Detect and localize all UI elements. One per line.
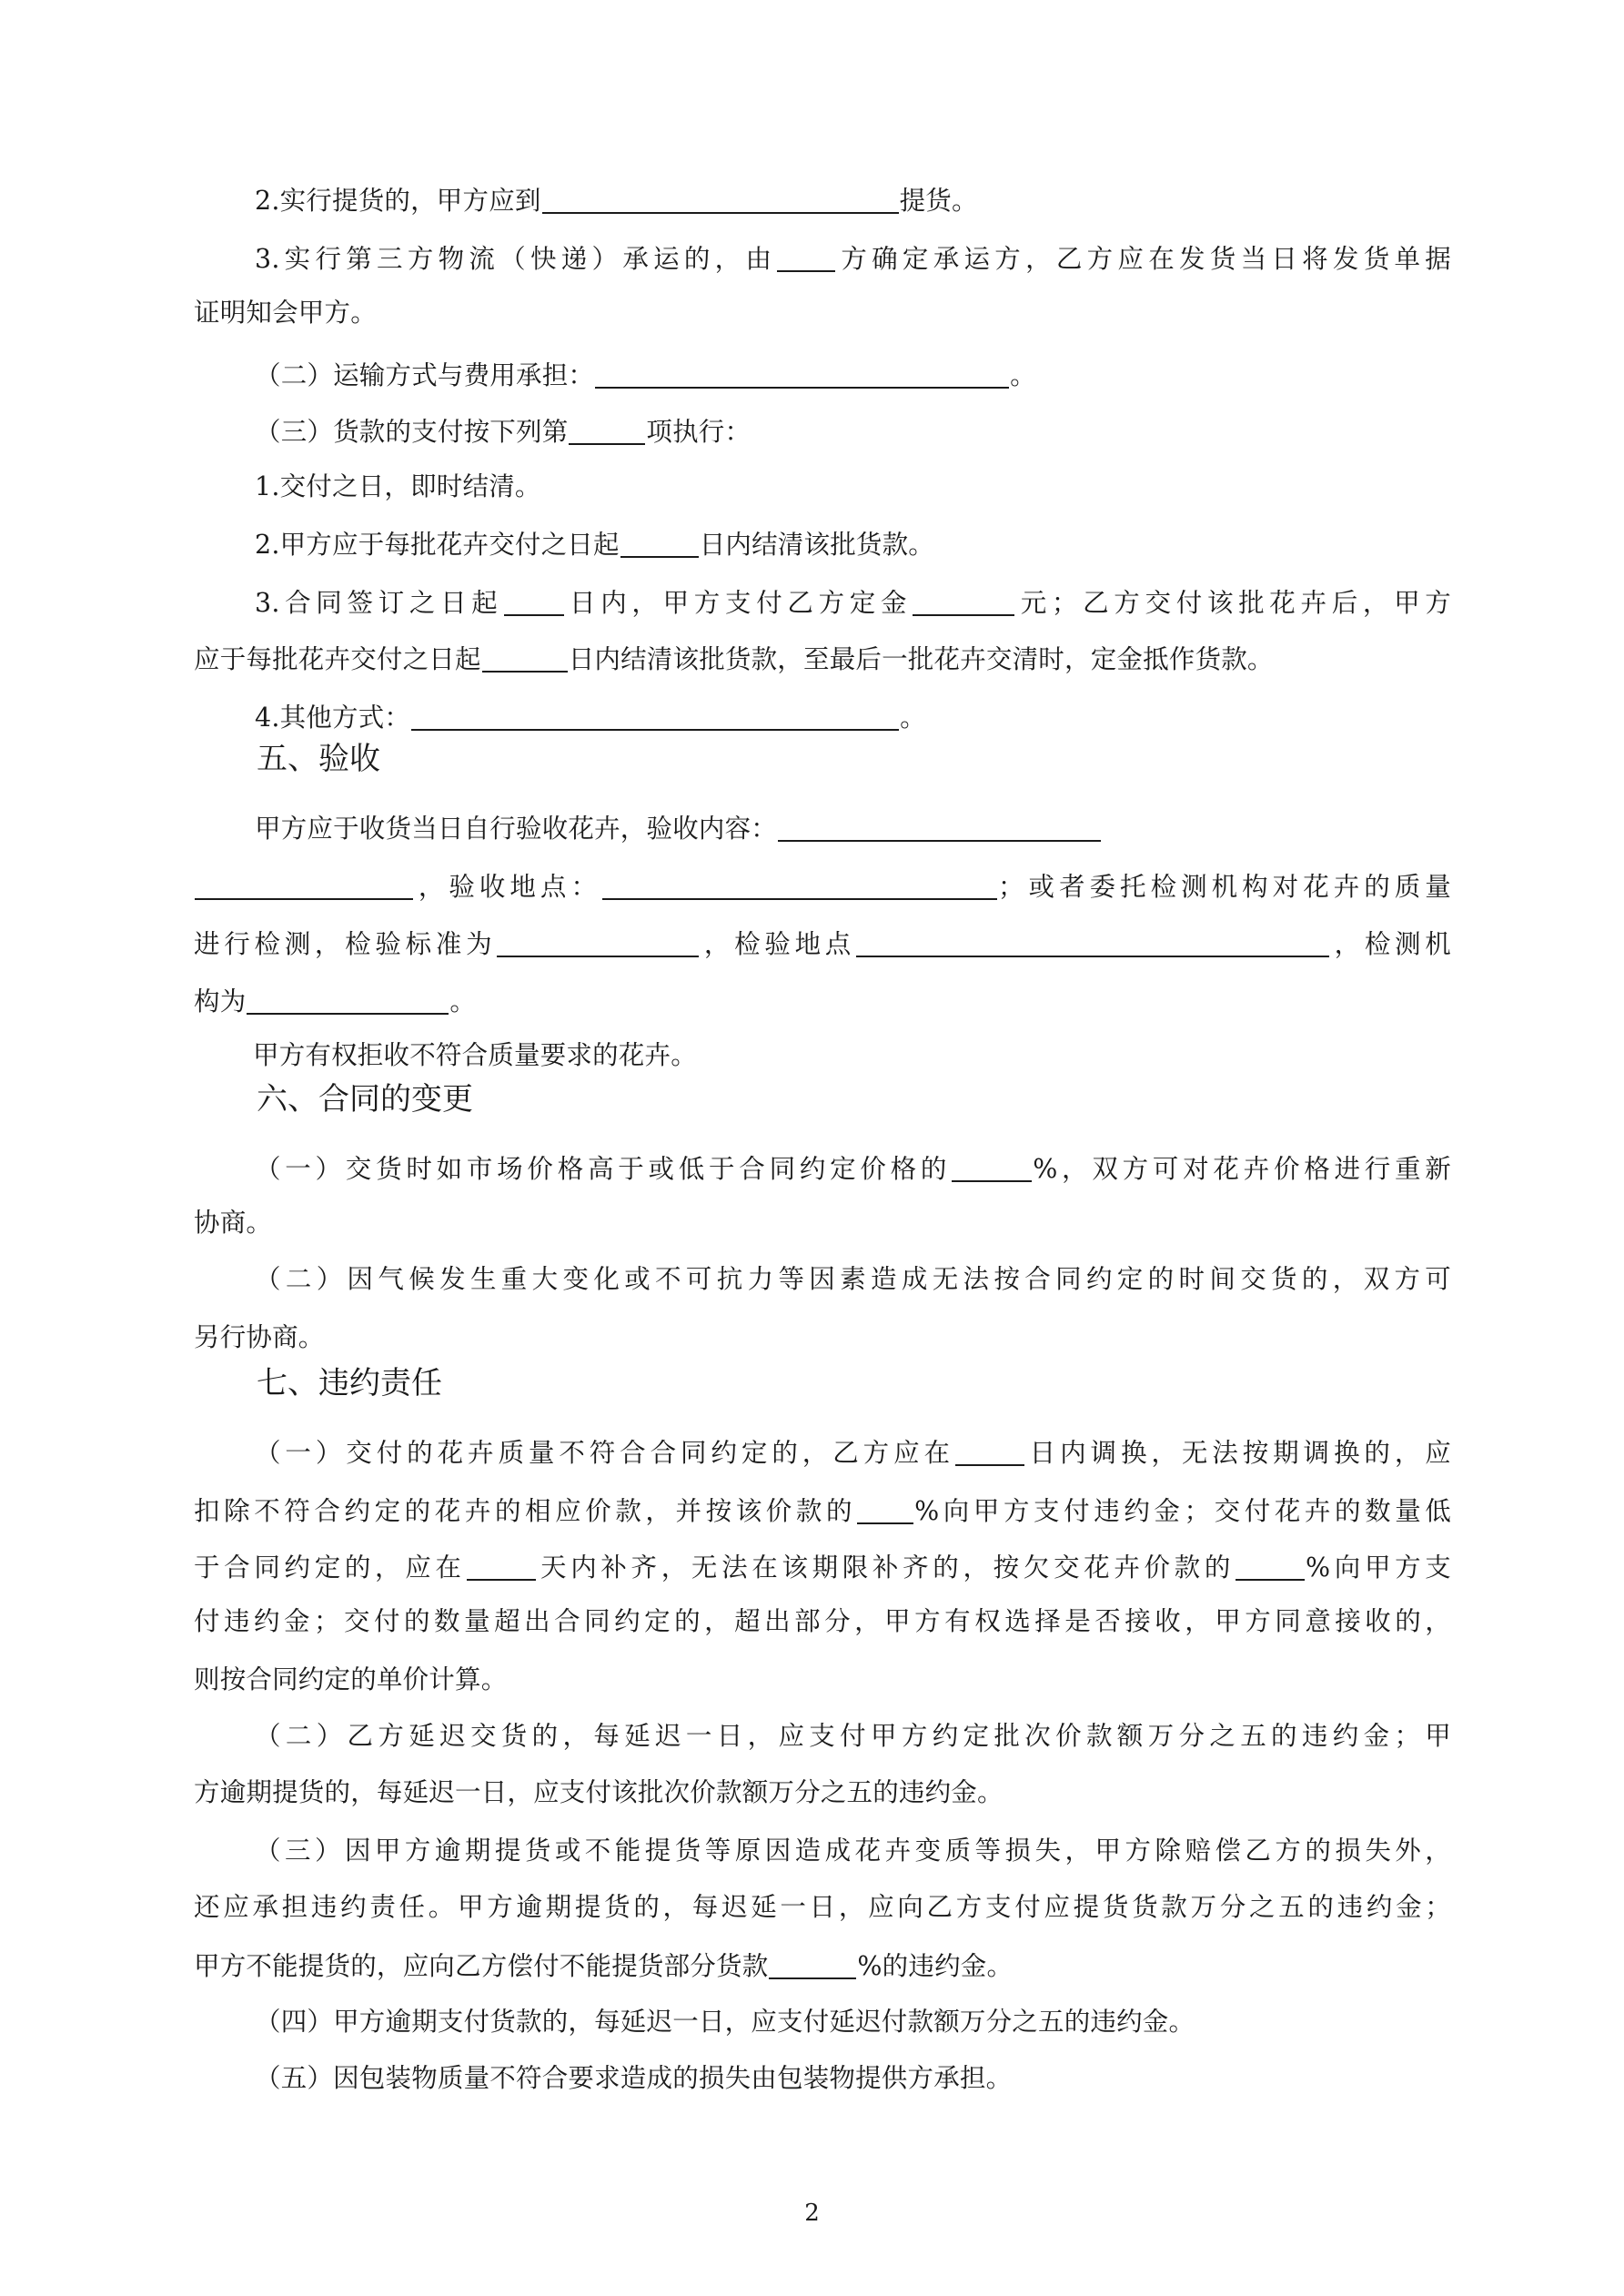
blank-field[interactable] <box>195 871 413 900</box>
blank-field[interactable] <box>411 702 899 731</box>
text-segment: 日内结清该批货款。 <box>699 530 935 560</box>
text-line <box>255 180 1451 219</box>
text-line: 证明知会甲方。 <box>194 298 377 328</box>
text-line: （三）因甲方逾期提货或不能提货等原因造成花卉变质等损失，甲方除赔偿乙方的损失外， <box>255 1836 1451 1866</box>
section-heading: 五、验收 <box>257 741 380 777</box>
text-segment: （二）运输方式与费用承担： <box>255 360 595 390</box>
text-line <box>194 981 1451 1020</box>
text-segment: 日内结清该批货款，至最后一批花卉交清时，定金抵作货款。 <box>568 644 1274 674</box>
text-segment: ，检测机 <box>1330 929 1451 959</box>
text-line: 付违约金；交付的数量超出合同约定的，超出部分，甲方有权选择是否接收，甲方同意接收的， <box>194 1606 1451 1636</box>
text-line <box>194 924 1451 963</box>
text-segment: %向甲方支付违约金；交付花卉的数量低 <box>914 1496 1451 1526</box>
text-segment: 应于每批花卉交付之日起 <box>194 644 481 674</box>
text-line <box>255 1432 1451 1472</box>
text-segment: ，检验地点 <box>700 929 856 959</box>
blank-field[interactable] <box>769 1950 856 1979</box>
text-line: （五）因包装物质量不符合要求造成的损失由包装物提供方承担。 <box>255 2063 1013 2093</box>
text-segment: （三）货款的支付按下列第 <box>255 417 569 447</box>
text-line <box>194 639 1451 678</box>
blank-field[interactable] <box>857 1495 913 1524</box>
text-segment: 日内，甲方支付乙方定金 <box>564 588 913 618</box>
text-line: （四）甲方逾期支付货款的，每延迟一日，应支付延迟付款额万分之五的违约金。 <box>255 2007 1195 2037</box>
text-line: （二）因气候发生重大变化或不可抗力等因素造成无法按合同约定的时间交货的，双方可 <box>255 1264 1451 1294</box>
blank-field[interactable] <box>504 587 564 616</box>
text-segment: ，验收地点： <box>414 872 601 902</box>
text-line: 甲方有权拒收不符合质量要求的花卉。 <box>253 1040 697 1070</box>
text-segment: 扣除不符合约定的花卉的相应价款，并按该价款的 <box>194 1496 857 1526</box>
blank-field[interactable] <box>913 587 1014 616</box>
text-line: 还应承担违约责任。甲方逾期提货的，每迟延一日，应向乙方支付应提货货款万分之五的违约金； <box>194 1892 1451 1922</box>
text-line: 方逾期提货的，每延迟一日，应支付该批次价款额万分之五的违约金。 <box>194 1777 1004 1807</box>
text-segment: 于合同约定的，应在 <box>194 1553 466 1583</box>
text-segment: 日内调换，无法按期调换的，应 <box>1024 1438 1451 1468</box>
text-segment: 甲方不能提货的，应向乙方偿付不能提货部分货款 <box>194 1951 769 1981</box>
text-line <box>255 1148 1451 1188</box>
text-segment: 3.实行第三方物流（快递）承运的，由 <box>255 244 777 274</box>
text-segment: %，双方可对花卉价格进行重新 <box>1033 1154 1451 1184</box>
text-line <box>255 808 1451 847</box>
blank-field[interactable] <box>777 243 835 272</box>
blank-field[interactable] <box>778 813 1101 842</box>
text-segment: 4.其他方式： <box>255 703 411 733</box>
text-line <box>255 355 1451 394</box>
text-segment: 方确定承运方，乙方应在发货当日将发货单据 <box>836 244 1451 274</box>
text-line <box>194 866 1451 905</box>
section-heading: 六、合同的变更 <box>257 1081 473 1118</box>
text-line <box>255 411 1451 450</box>
text-segment: 提货。 <box>899 186 978 216</box>
blank-field[interactable] <box>467 1552 536 1581</box>
text-segment: %的违约金。 <box>857 1951 1014 1981</box>
blank-field[interactable] <box>542 185 899 214</box>
text-segment: （一）交付的花卉质量不符合合同约定的，乙方应在 <box>255 1438 954 1468</box>
blank-field[interactable] <box>497 928 699 957</box>
blank-field[interactable] <box>955 1437 1024 1466</box>
blank-field[interactable] <box>569 416 645 445</box>
text-segment: （一）交货时如市场价格高于或低于合同约定价格的 <box>255 1154 952 1184</box>
text-segment: 2.实行提货的，甲方应到 <box>255 186 541 216</box>
text-segment: 2.甲方应于每批花卉交付之日起 <box>255 530 620 560</box>
text-segment: 元；乙方交付该批花卉后，甲方 <box>1015 588 1451 618</box>
text-line <box>255 582 1451 622</box>
text-line <box>255 524 1451 563</box>
blank-field[interactable] <box>620 529 699 558</box>
blank-field[interactable] <box>1236 1552 1305 1581</box>
text-line: （二）乙方延迟交货的，每延迟一日，应支付甲方约定批次价款额万分之五的违约金；甲 <box>255 1721 1451 1751</box>
text-segment: 甲方应于收货当日自行验收花卉，验收内容： <box>255 814 778 844</box>
text-line <box>194 1946 1451 1985</box>
text-segment: 。 <box>900 703 926 733</box>
text-line <box>194 1547 1451 1586</box>
blank-field[interactable] <box>602 871 997 900</box>
text-segment: 天内补齐，无法在该期限补齐的，按欠交花卉价款的 <box>536 1553 1236 1583</box>
text-line: 则按合同约定的单价计算。 <box>194 1664 508 1694</box>
text-segment: 项执行： <box>646 417 751 447</box>
text-segment: 构为 <box>194 986 247 1017</box>
text-segment: ；或者委托检测机构对花卉的质量 <box>997 872 1451 902</box>
text-line: 协商。 <box>194 1208 273 1238</box>
text-line: 1.交付之日，即时结清。 <box>255 471 541 501</box>
text-segment: %向甲方支 <box>1306 1553 1451 1583</box>
text-segment: 。 <box>1010 360 1036 390</box>
text-line <box>255 238 1451 278</box>
text-line <box>194 1491 1451 1530</box>
blank-field[interactable] <box>952 1153 1032 1182</box>
section-heading: 七、违约责任 <box>257 1365 442 1401</box>
blank-field[interactable] <box>595 359 1009 389</box>
blank-field[interactable] <box>482 643 568 673</box>
text-segment: 进行检测，检验标准为 <box>194 929 497 959</box>
text-line: 另行协商。 <box>194 1322 325 1352</box>
text-line <box>255 697 1451 736</box>
text-segment: 3.合同签订之日起 <box>255 588 503 618</box>
text-segment: 。 <box>449 986 477 1017</box>
blank-field[interactable] <box>856 928 1329 957</box>
page-number: 2 <box>804 2200 820 2227</box>
blank-field[interactable] <box>247 986 449 1015</box>
